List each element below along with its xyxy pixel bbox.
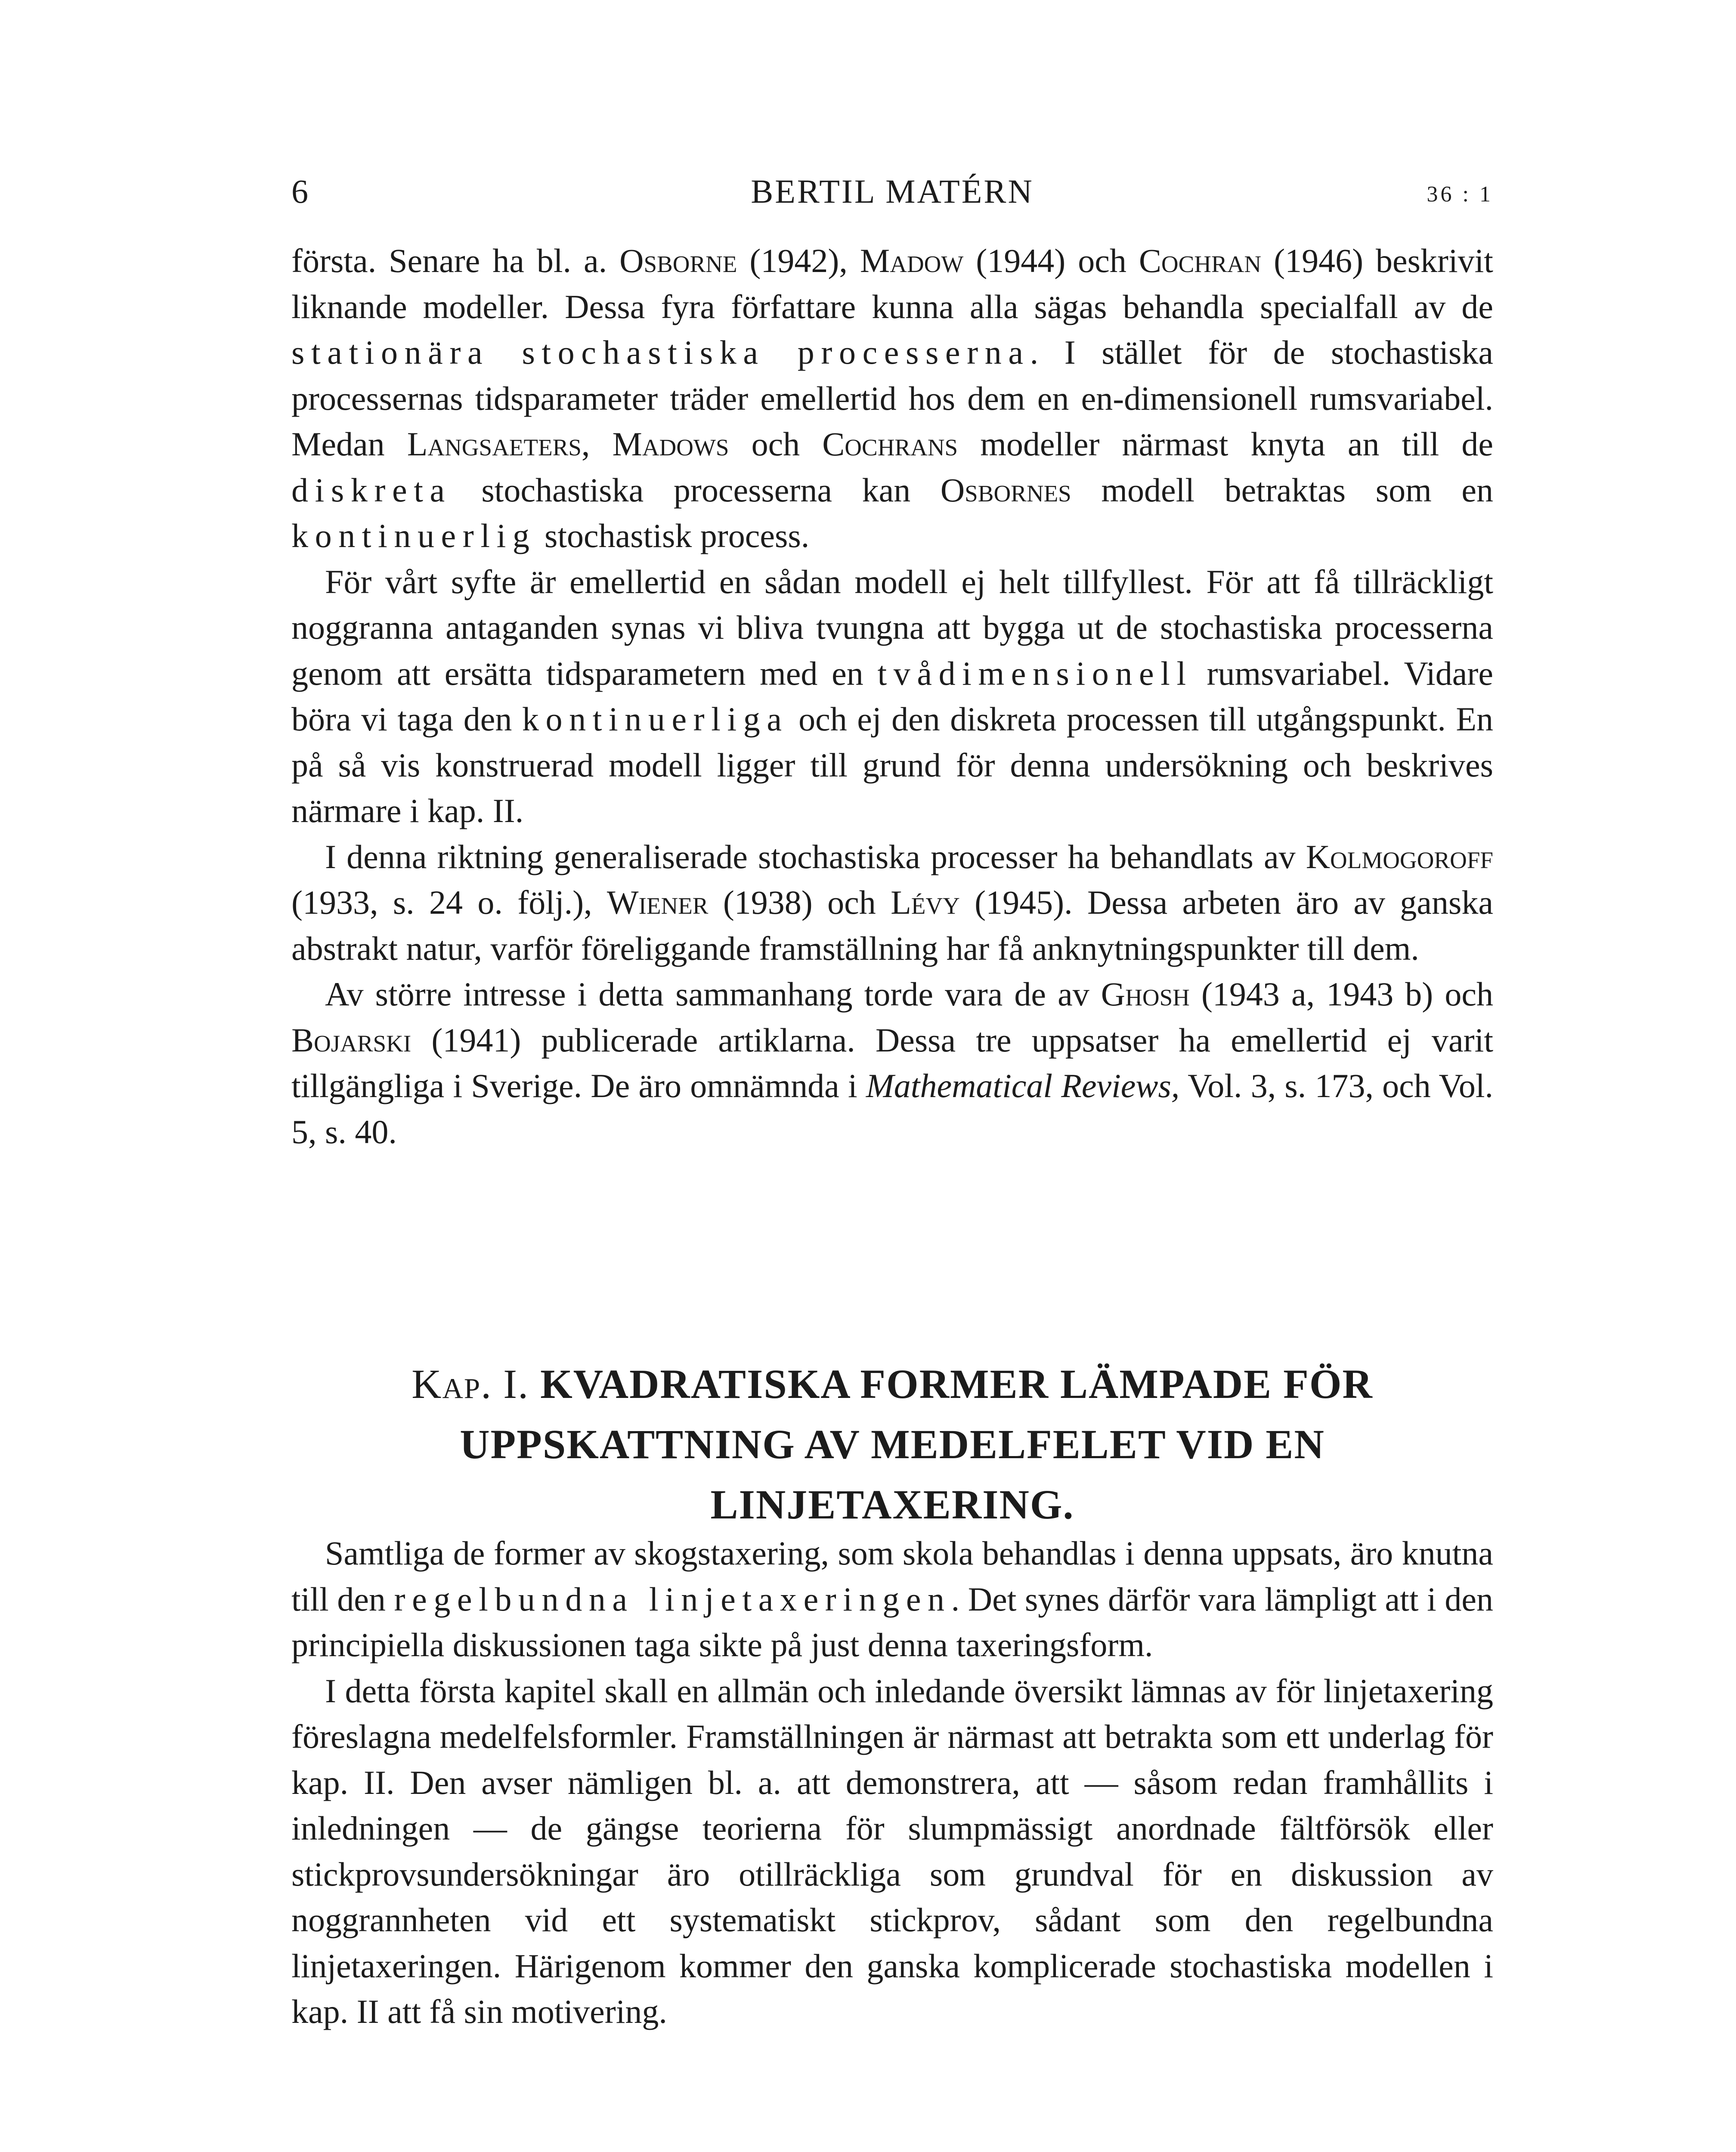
emphasis-discrete: diskreta (291, 471, 452, 509)
journal-title: Mathematical Reviews, (866, 1067, 1180, 1104)
intro-paragraph-3: I denna riktning generaliserade stochastiska processer ha behandlats av Kolmogoroff (1933, s. 24 o. följ.), Wiener (1938) och Lévy (1945). Dessa arbeten äro av ganska abstrakt natur, varför föreliggande framställning har få anknytningspunkter till dem. (291, 838, 1494, 967)
intro-paragraph-1: första. Senare ha bl. a. Osborne (1942), Madow (1944) och Cochran (1946) beskrivit liknande modeller. Dessa fyra författare kunna alla sägas behandla specialfall av de stationära stochastiska processerna. I stället för de stochastiska processernas tidsparameter träder emellertid hos dem en en-dimensionell rumsvariabel. Medan Langsaeters, Madows och Cochrans modeller närmast knyta an till de diskreta stochastiska processerna kan Osbornes modell betraktas som en kontinuerlig stochastisk process. (291, 242, 1494, 554)
author-ghosh: Ghosh (1101, 975, 1190, 1013)
author-cochrans: Cochrans (822, 425, 958, 463)
chapter-label: Kap. I. (412, 1361, 529, 1407)
emphasis-continuous: kontinuerlig (291, 517, 536, 554)
chapter-title-line-1: KVADRATISKA FORMER LÄMPADE FÖR (540, 1361, 1373, 1407)
chapter-section (291, 1531, 1493, 2035)
chapter-heading-line-1 (291, 1354, 1493, 1414)
emphasis-stationary: stationära stochastiska processerna (291, 334, 1030, 371)
running-header (291, 172, 1493, 220)
chapter-paragraph-2: I detta första kapitel skall en allmän och inledande översikt lämnas av för linjetaxering föreslagna medelfelsformler. Framställningen är närmast att betrakta som ett underlag för kap. II. Den avser nämligen bl. a. att demonstrera, att — såsom redan framhållits i inledningen — de gängse teorierna för slumpmässigt anordnade fältförsök eller stickprovsundersökningar äro otillräckliga som grundval för en diskussion av noggrannheten vid ett systematiskt stickprov, sådant som den regelbundna linjetaxeringen. Härigenom kommer den ganska komplicerade stochastiska modellen i kap. II att få sin motivering. (291, 1672, 1493, 2030)
author-madows: Madows (612, 425, 729, 463)
issue-number: 36 : 1 (1427, 182, 1493, 207)
author-osbornes: Osbornes (940, 471, 1071, 509)
page-number: 6 (291, 173, 308, 210)
intro-paragraph-4: Av större intresse i detta sammanhang torde vara de av Ghosh (1943 a, 1943 b) och Bojarski (1941) publicerade artiklarna. Dessa tre uppsatser ha emellertid ej varit tillgängliga i Sverige. De äro omnämnda i Mathematical Reviews, Vol. 3, s. 173, och Vol. 5, s. 40. (291, 975, 1493, 1150)
emphasis-two-dimensional: tvådimensionell (877, 654, 1193, 692)
author-madow: Madow (860, 242, 964, 279)
chapter-title-line-3: LINJETAXERING. (710, 1481, 1074, 1527)
emphasis-regular-line-survey: regelbundna linjetaxeringen (394, 1580, 951, 1618)
emphasis-continuous-process: kontinuerliga (522, 700, 789, 738)
chapter-paragraph-1: Samtliga de former av skogstaxering, som skola behandlas i denna uppsats, äro knutna till den regelbundna linjetaxeringen. Det synes därför vara lämpligt att i den principiella diskussionen taga sikte på just denna taxeringsform. (291, 1534, 1494, 1663)
author-wiener: Wiener (607, 884, 709, 921)
author-osborne: Osborne (619, 242, 737, 279)
intro-section (291, 238, 1493, 1155)
running-title: BERTIL MATÉRN (751, 173, 1034, 210)
author-kolmogoroff: Kolmogoroff (1306, 838, 1493, 875)
author-bojarski: Bojarski (291, 1021, 412, 1059)
author-cochran: Cochran (1139, 242, 1262, 279)
chapter-heading (291, 1354, 1493, 1535)
author-levy: Lévy (891, 884, 960, 921)
chapter-title-line-2: UPPSKATTNING AV MEDELFELET VID EN (460, 1421, 1325, 1467)
author-langsaeters: Langsaeters (407, 425, 582, 463)
intro-paragraph-2: För vårt syfte är emellertid en sådan modell ej helt tillfyllest. För att få tillräckligt noggranna antaganden synas vi bliva tvungna att bygga ut de stochastiska processerna genom att ersätta tidsparametern med en tvådimensionell rumsvariabel. Vidare böra vi taga den kontinuerliga och ej den diskreta processen till utgångspunkt. En på så vis konstruerad modell ligger till grund för denna undersökning och beskrives närmare i kap. II. (291, 563, 1493, 829)
